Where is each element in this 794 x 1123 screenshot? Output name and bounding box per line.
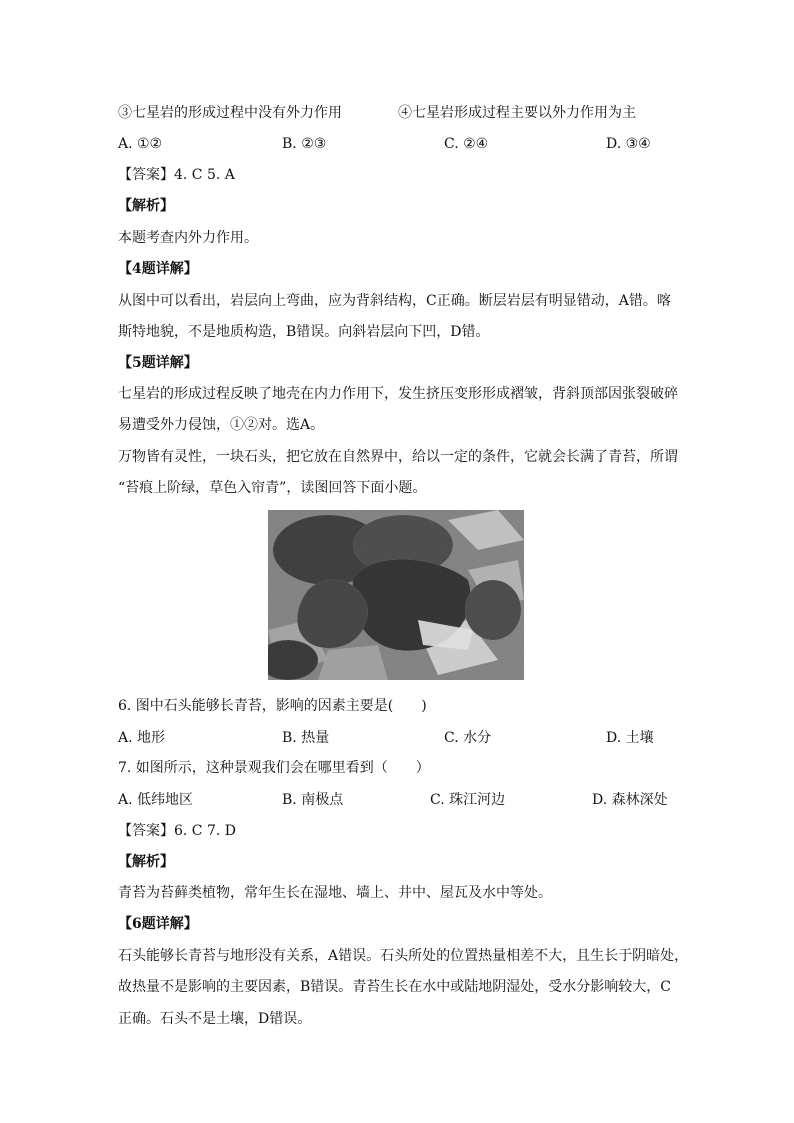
moss-rocks-photo xyxy=(268,510,524,680)
q4-explanation-line1: 从图中可以看出，岩层向上弯曲，应为背斜结构，C正确。断层岩层有明显错动，A错。喀 xyxy=(118,293,671,309)
q6-option-a: A. 地形 xyxy=(118,730,166,746)
q4-heading: 【4题详解】 xyxy=(118,261,198,277)
question-7: 7. 如图所示，这种景观我们会在哪里看到（ ） xyxy=(118,760,430,776)
q5-heading: 【5题详解】 xyxy=(118,355,198,371)
statement-4: ④七星岩形成过程主要以外力作用为主 xyxy=(398,105,636,121)
q5-explanation-line2: 易遭受外力侵蚀，①②对。选A。 xyxy=(118,417,325,433)
intro-line2: “苔痕上阶绿，草色入帘青”，读图回答下面小题。 xyxy=(118,480,427,496)
question-6: 6. 图中石头能够长青苔，影响的因素主要是( ) xyxy=(118,698,427,714)
analysis-text: 本题考查内外力作用。 xyxy=(118,230,258,246)
q6-option-c: C. 水分 xyxy=(444,730,492,746)
q6-explanation-line2: 故热量不是影响的主要因素，B错误。青苔生长在水中或陆地阴湿处，受水分影响较大，C xyxy=(118,979,671,995)
q7-option-d: D. 森林深处 xyxy=(592,792,668,808)
q6-option-b: B. 热量 xyxy=(282,730,330,746)
analysis-heading-2: 【解析】 xyxy=(118,854,174,870)
analysis-heading: 【解析】 xyxy=(118,198,174,214)
option-a: A. ①② xyxy=(118,136,163,152)
q7-option-c: C. 珠江河边 xyxy=(430,792,506,808)
answer-line: 【答案】4. C 5. A xyxy=(118,167,235,183)
q5-explanation-line1: 七星岩的形成过程反映了地壳在内力作用下，发生挤压变形形成褶皱，背斜顶部因张裂破碎 xyxy=(118,386,678,402)
intro-line1: 万物皆有灵性，一块石头，把它放在自然界中，给以一定的条件，它就会长满了青苔，所谓 xyxy=(118,449,678,465)
q7-option-b: B. 南极点 xyxy=(282,792,344,808)
statement-3: ③七星岩的形成过程中没有外力作用 xyxy=(118,105,342,121)
q6-explanation-line3: 正确。石头不是土壤，D错误。 xyxy=(118,1011,312,1027)
analysis-text-2: 青苔为苔藓类植物，常年生长在湿地、墙上、井中、屋瓦及水中等处。 xyxy=(118,885,552,901)
q6-explanation-line1: 石头能够长青苔与地形没有关系，A错误。石头所处的位置热量相差不大，且生长于阴暗处， xyxy=(118,948,689,964)
option-c: C. ②④ xyxy=(444,136,489,152)
answer-line-2: 【答案】6. C 7. D xyxy=(118,823,237,839)
q6-option-d: D. 土壤 xyxy=(606,730,654,746)
option-d: D. ③④ xyxy=(606,136,651,152)
q4-explanation-line2: 斯特地貌，不是地质构造，B错误。向斜岩层向下凹，D错。 xyxy=(118,324,490,340)
q7-option-a: A. 低纬地区 xyxy=(118,792,194,808)
option-b: B. ②③ xyxy=(282,136,327,152)
q6-heading: 【6题详解】 xyxy=(118,916,198,932)
